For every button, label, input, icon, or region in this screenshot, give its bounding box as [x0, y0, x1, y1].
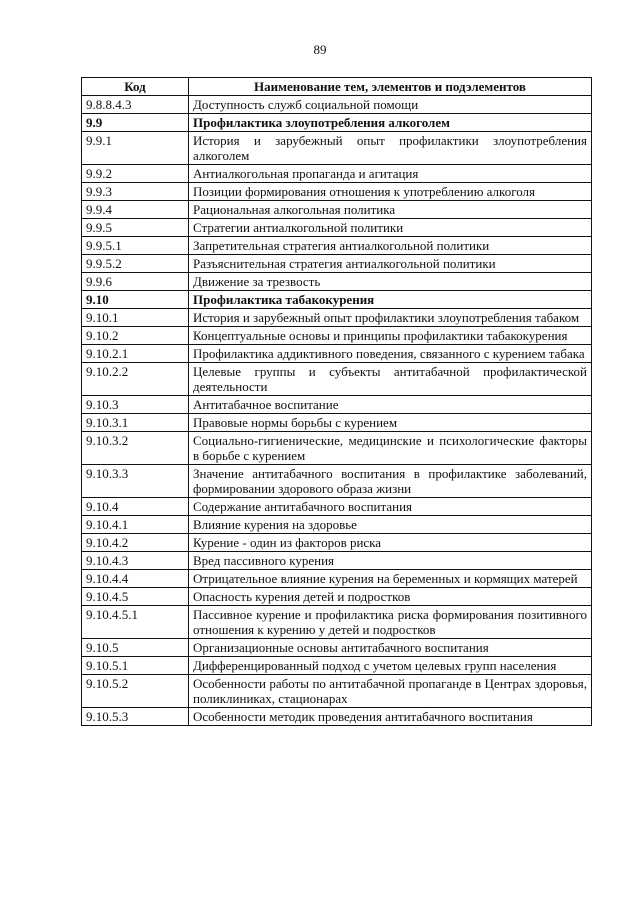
row-code: 9.10.3.1 — [82, 414, 189, 432]
row-name: Дифференцированный подход с учетом целевых групп населения — [189, 657, 592, 675]
row-name: Значение антитабачного воспитания в профилактике заболеваний, формировании здорового образа жизни — [189, 465, 592, 498]
row-name: Влияние курения на здоровье — [189, 516, 592, 534]
row-code: 9.10.3.3 — [82, 465, 189, 498]
topics-table — [81, 77, 592, 726]
row-name: Вред пассивного курения — [189, 552, 592, 570]
table-row — [82, 552, 592, 570]
row-name: Содержание антитабачного воспитания — [189, 498, 592, 516]
row-name: Профилактика злоупотребления алкоголем — [189, 114, 592, 132]
table-row — [82, 183, 592, 201]
row-code: 9.10.4.3 — [82, 552, 189, 570]
row-name: Антиалкогольная пропаганда и агитация — [189, 165, 592, 183]
row-code: 9.10.4.5.1 — [82, 606, 189, 639]
row-name: Профилактика аддиктивного поведения, связанного с курением табака — [189, 345, 592, 363]
table-row — [82, 498, 592, 516]
table-row — [82, 675, 592, 708]
table-body — [82, 96, 592, 726]
row-code: 9.10.5.1 — [82, 657, 189, 675]
row-code: 9.8.8.4.3 — [82, 96, 189, 114]
row-code: 9.10.5 — [82, 639, 189, 657]
row-name: Особенности работы по антитабачной пропаганде в Центрах здоровья, поликлиниках, стационарах — [189, 675, 592, 708]
table-row — [82, 255, 592, 273]
row-code: 9.10 — [82, 291, 189, 309]
row-name: История и зарубежный опыт профилактики злоупотребления табаком — [189, 309, 592, 327]
table-row — [82, 432, 592, 465]
table-row — [82, 165, 592, 183]
row-code: 9.9.5.1 — [82, 237, 189, 255]
table-row — [82, 708, 592, 726]
row-name: Антитабачное воспитание — [189, 396, 592, 414]
table-row — [82, 534, 592, 552]
row-code: 9.9.2 — [82, 165, 189, 183]
table-row — [82, 291, 592, 309]
row-name: Целевые группы и субъекты антитабачной профилактической деятельности — [189, 363, 592, 396]
table-row — [82, 639, 592, 657]
page-number: 89 — [313, 42, 327, 57]
row-code: 9.9.5.2 — [82, 255, 189, 273]
table-row — [82, 396, 592, 414]
table-row — [82, 465, 592, 498]
row-code: 9.10.3.2 — [82, 432, 189, 465]
row-name: Социально-гигиенические, медицинские и психологические факторы в борьбе с курением — [189, 432, 592, 465]
row-code: 9.10.4.1 — [82, 516, 189, 534]
table-row — [82, 570, 592, 588]
row-name: Пассивное курение и профилактика риска формирования позитивного отношения к курению у детей и подростков — [189, 606, 592, 639]
table-row — [82, 201, 592, 219]
row-name: Запретительная стратегия антиалкогольной политики — [189, 237, 592, 255]
table-row — [82, 363, 592, 396]
table-row — [82, 273, 592, 291]
row-name: Курение - один из факторов риска — [189, 534, 592, 552]
row-name: Концептуальные основы и принципы профилактики табакокурения — [189, 327, 592, 345]
row-code: 9.10.2 — [82, 327, 189, 345]
table-row — [82, 132, 592, 165]
row-code: 9.9.3 — [82, 183, 189, 201]
row-name: Доступность служб социальной помощи — [189, 96, 592, 114]
table-row — [82, 588, 592, 606]
row-name: История и зарубежный опыт профилактики злоупотребления алкоголем — [189, 132, 592, 165]
table-row — [82, 237, 592, 255]
row-code: 9.10.5.3 — [82, 708, 189, 726]
row-name: Организационные основы антитабачного воспитания — [189, 639, 592, 657]
table-row — [82, 219, 592, 237]
row-name: Особенности методик проведения антитабачного воспитания — [189, 708, 592, 726]
row-code: 9.9.1 — [82, 132, 189, 165]
row-code: 9.10.1 — [82, 309, 189, 327]
row-code: 9.9.6 — [82, 273, 189, 291]
row-code: 9.10.2.1 — [82, 345, 189, 363]
row-code: 9.10.3 — [82, 396, 189, 414]
row-name: Разъяснительная стратегия антиалкогольной политики — [189, 255, 592, 273]
table-row — [82, 606, 592, 639]
row-name: Опасность курения детей и подростков — [189, 588, 592, 606]
table-row — [82, 309, 592, 327]
table-row — [82, 414, 592, 432]
table-row — [82, 96, 592, 114]
table-row — [82, 516, 592, 534]
table-row — [82, 327, 592, 345]
row-name: Отрицательное влияние курения на беременных и кормящих матерей — [189, 570, 592, 588]
row-code: 9.10.4.5 — [82, 588, 189, 606]
row-code: 9.9 — [82, 114, 189, 132]
row-name: Профилактика табакокурения — [189, 291, 592, 309]
row-code: 9.10.4.2 — [82, 534, 189, 552]
row-name: Позиции формирования отношения к употреблению алкоголя — [189, 183, 592, 201]
row-code: 9.10.5.2 — [82, 675, 189, 708]
row-name: Стратегии антиалкогольной политики — [189, 219, 592, 237]
row-name: Движение за трезвость — [189, 273, 592, 291]
row-code: 9.10.4 — [82, 498, 189, 516]
table-row — [82, 114, 592, 132]
column-header-name: Наименование тем, элементов и подэлементов — [189, 78, 592, 96]
table-row — [82, 345, 592, 363]
table-row — [82, 657, 592, 675]
row-code: 9.10.2.2 — [82, 363, 189, 396]
row-name: Рациональная алкогольная политика — [189, 201, 592, 219]
row-name: Правовые нормы борьбы с курением — [189, 414, 592, 432]
column-header-code: Код — [82, 78, 189, 96]
row-code: 9.10.4.4 — [82, 570, 189, 588]
table-header-row — [82, 78, 592, 96]
row-code: 9.9.4 — [82, 201, 189, 219]
row-code: 9.9.5 — [82, 219, 189, 237]
